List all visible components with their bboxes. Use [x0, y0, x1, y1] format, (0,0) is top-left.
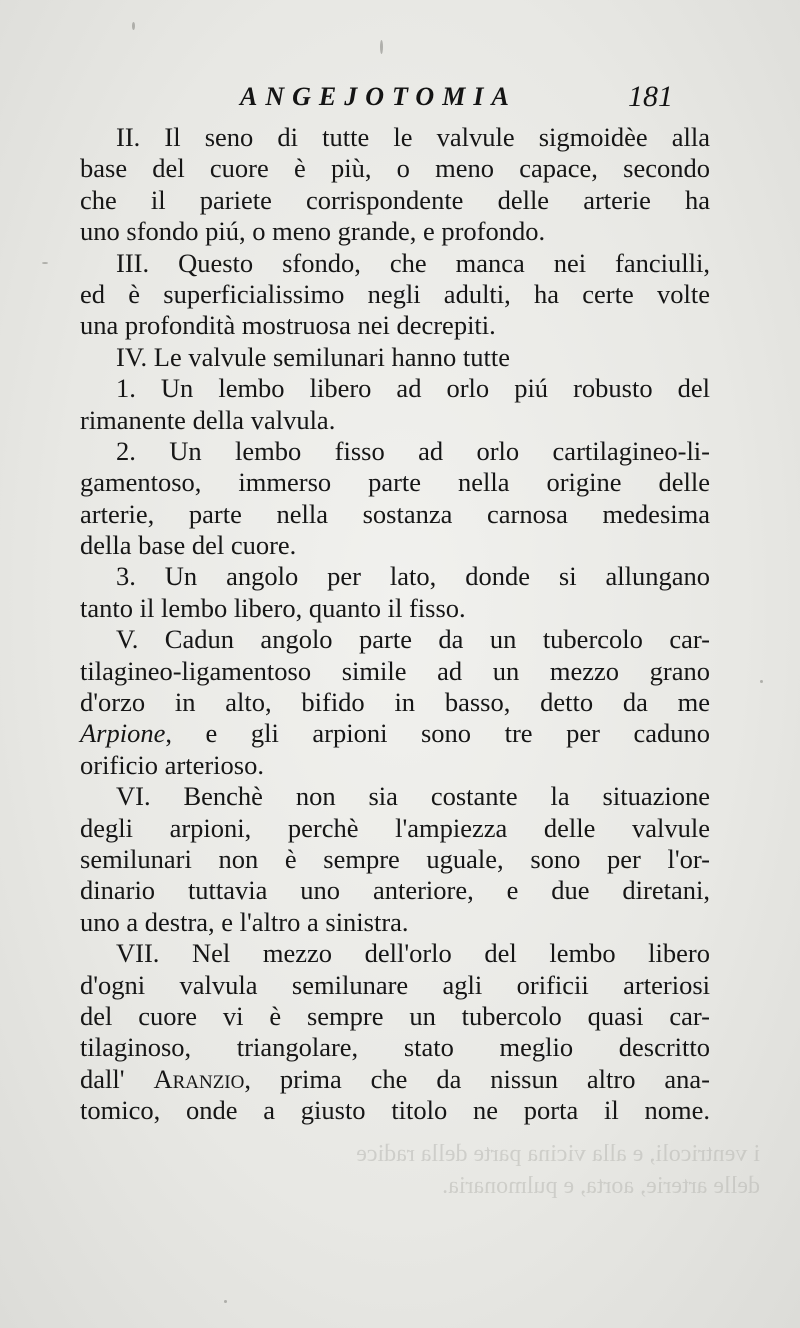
text-line: tilagineo-ligamentoso simile ad un mezzo grano	[80, 655, 710, 686]
paper-speck	[760, 680, 763, 683]
body-text	[80, 122, 710, 1127]
bleed-through-text	[100, 1138, 760, 1202]
text-line: tilaginoso, triangolare, stato meglio descritto	[80, 1032, 710, 1063]
text-line: II. Il seno di tutte le valvule sigmoidèe alla	[116, 122, 710, 152]
text-line: gamentoso, immerso parte nella origine delle	[80, 467, 710, 498]
text-line: 2. Un lembo fisso ad orlo cartilagineo-li-	[116, 435, 710, 466]
text-line: IV. Le valvule semilunari hanno tutte	[116, 341, 510, 372]
text-line: tanto il lembo libero, quanto il fisso.	[80, 592, 466, 623]
text-line: che il pariete corrispondente delle arterie ha	[80, 184, 710, 215]
text-line: 3. Un angolo per lato, donde si allungano	[116, 561, 710, 592]
text-line: VI. Benchè non sia costante la situazione	[116, 781, 710, 812]
bleed-line: delle arterie, aorta, e pulmonaria.	[442, 1173, 760, 1199]
text-line: d'orzo in alto, bifido in basso, detto da me	[80, 687, 710, 718]
bleed-line: i ventricoli, e alla vicina parte della radice	[356, 1141, 760, 1167]
paper-speck	[42, 262, 48, 264]
text-line: III. Questo sfondo, che manca nei fanciulli,	[116, 247, 710, 278]
text-line: degli arpioni, perchè l'ampiezza delle valvule	[80, 812, 710, 843]
paper-speck	[380, 40, 383, 54]
text-line: tomico, onde a giusto titolo ne porta il nome.	[80, 1095, 710, 1126]
text-line: semilunari non è sempre uguale, sono per l'or-	[80, 843, 710, 874]
text-line: del cuore vi è sempre un tubercolo quasi car-	[80, 1000, 710, 1031]
text-line: arterie, parte nella sostanza carnosa medesima	[80, 498, 710, 529]
author-name: Aranzio	[153, 1063, 245, 1094]
paper-speck	[132, 22, 135, 30]
text-line: dall' Aranzio, prima che da nissun altro ana-	[80, 1063, 710, 1094]
paper-speck	[224, 1300, 227, 1303]
text-line: orificio arterioso.	[80, 749, 264, 780]
text-line: VII. Nel mezzo dell'orlo del lembo libero	[116, 938, 710, 969]
text-line: rimanente della valvula.	[80, 404, 336, 435]
running-head: ANGEJOTOMIA	[240, 82, 517, 111]
text-line: Arpione, e gli arpioni sono tre per caduno	[80, 718, 710, 749]
text-line: d'ogni valvula semilunare agli orificii arteriosi	[80, 969, 710, 1000]
text-line: 1. Un lembo libero ad orlo piú robusto del	[116, 373, 710, 404]
text-line: della base del cuore.	[80, 530, 297, 561]
page-header	[0, 76, 800, 116]
text-line: base del cuore è più, o meno capace, secondo	[80, 153, 710, 184]
text-line: dinario tuttavia uno anteriore, e due diretani,	[80, 875, 710, 906]
text-line: V. Cadun angolo parte da un tubercolo car-	[116, 624, 710, 655]
page-number: 181	[628, 80, 673, 113]
italic-term: Arpione	[80, 718, 166, 749]
text-line: ed è superficialissimo negli adulti, ha certe volte	[80, 278, 710, 309]
text-line: uno a destra, e l'altro a sinistra.	[80, 906, 409, 937]
text-line: uno sfondo piú, o meno grande, e profondo.	[80, 216, 546, 247]
text-line: una profondità mostruosa nei decrepiti.	[80, 310, 496, 341]
